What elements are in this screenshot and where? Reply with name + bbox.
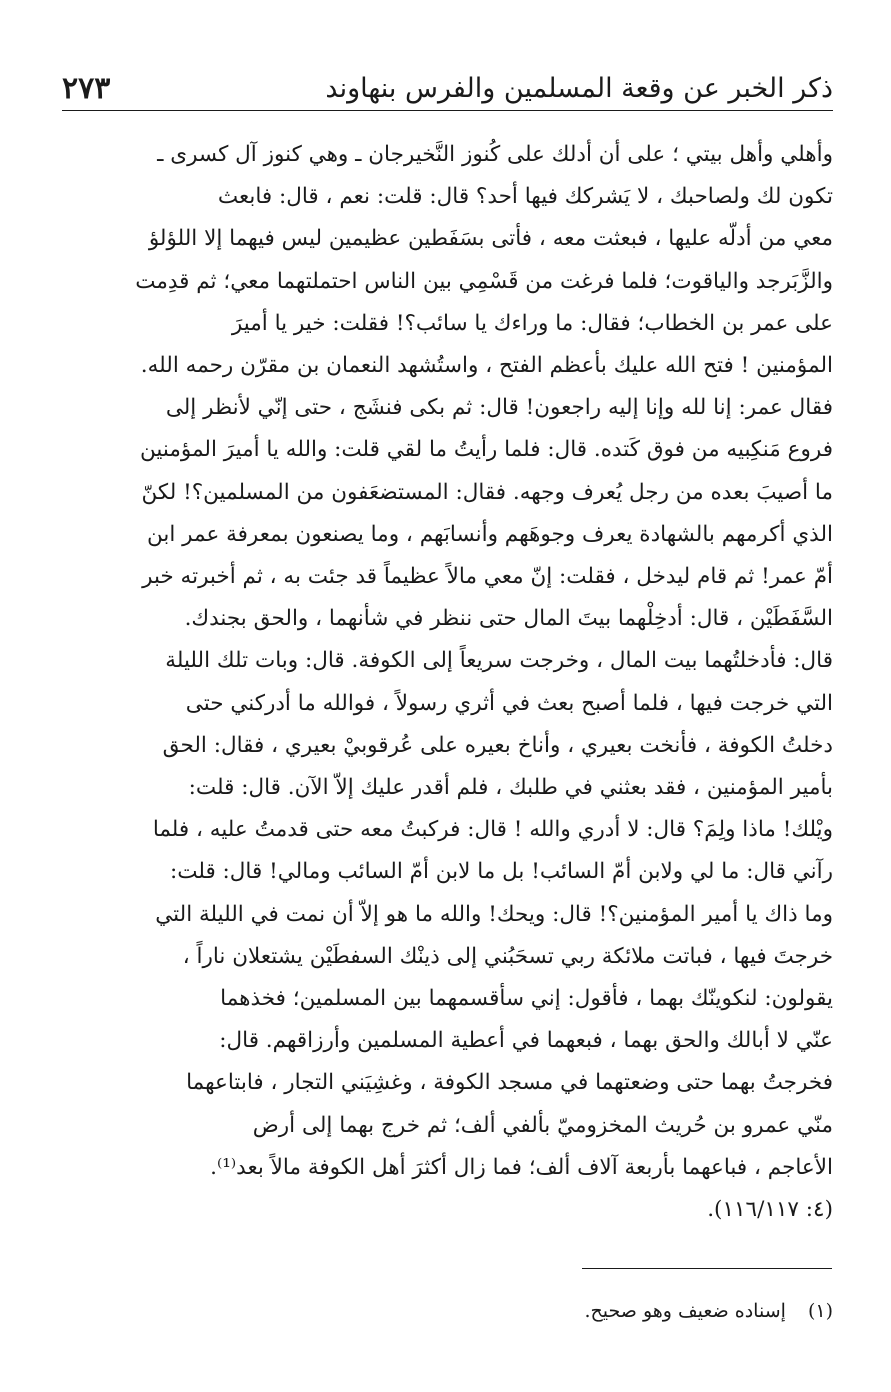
text-line: والزَّبَرجد والياقوت؛ فلما فرغت من قَسْمِي بين الناس احتملتهما معي؛ ثم قدِمت [135, 268, 833, 294]
source-reference: (٤: ١١٦/١١٧). [707, 1197, 833, 1223]
text-line: الذي أكرمهم بالشهادة يعرف وجوهَهم وأنسابَهم ، وما يصنعون بمعرفة عمر ابن [147, 521, 833, 547]
text-line: خرجتَ فيها ، فباتت ملائكة ربي تسحَبُني إلى ذينْك السفطَيْن يشتعلان ناراً ، [182, 943, 833, 969]
text-line: التي خرجت فيها ، فلما أصبح بعث في أثري رسولاً ، فوالله ما أدركني حتى [185, 690, 833, 716]
text-line: يقولون: لنكوينّك بهما ، فأقول: إني سأقسمهما بين المسلمين؛ فخذهما [220, 986, 833, 1012]
text-line: قال: فأدخلتُهما بيت المال ، وخرجت سريعاً إلى الكوفة. قال: وبات تلك الليلة [165, 648, 833, 674]
page-number: ٢٧٣ [62, 70, 111, 106]
text-line: تكون لك ولصاحبك ، لا يَشركك فيها أحد؟ قال: قلت: نعم ، قال: فابعث [217, 184, 833, 210]
text-line: وما ذاك يا أمير المؤمنين؟! قال: ويحك! والله ما هو إلاّ أن نمت في الليلة التي [155, 901, 833, 927]
text-line: رآني قال: ما لي ولابن أمّ السائب! بل ما لابن أمّ السائب ومالي! قال: قلت: [169, 859, 833, 885]
running-title: ذكر الخبر عن وقعة المسلمين والفرس بنهاوند [325, 72, 833, 104]
text-line: بأمير المؤمنين ، فقد بعثني في طلبك ، فلم أقدر عليك إلاّ الآن. قال: قلت: [188, 775, 833, 801]
text-line: السَّفَطَيْن ، قال: أدخِلْهما بيتَ المال حتى ننظر في شأنهما ، والحق بجندك. [184, 606, 833, 632]
footnote-number: (١) [807, 1300, 833, 1322]
text-line: الأعاجم ، فباعهما بأربعة آلاف ألف؛ فما زال أكثرَ أهل الكوفة مالاً بعد⁽¹⁾. [210, 1154, 833, 1180]
text-line: على عمر بن الخطاب؛ فقال: ما وراءك يا سائب؟! فقلت: خير يا أميرَ [231, 310, 833, 336]
text-line: دخلتُ الكوفة ، فأنخت بعيري ، وأناخ بعيره على عُرقوبيْ بعيري ، فقال: الحق [162, 732, 833, 758]
text-line: فروع مَنكِبيه من فوق كَتده. قال: فلما رأيتُ ما لقي قلت: والله يا أميرَ المؤمنين [140, 437, 833, 463]
text-line: أمّ عمر! ثم قام ليدخل ، فقلت: إنّ معي مالاً عظيماً قد جئت به ، ثم أخبرته خبر [142, 564, 833, 590]
text-line: فقال عمر: إنا لله وإنا إليه راجعون! قال: ثم بكى فنشَج ، حتى إنّي لأنظر إلى [165, 395, 833, 421]
text-line: عنّي لا أبالك والحق بهما ، فبعهما في أعطية المسلمين وأرزاقهم. قال: [219, 1028, 833, 1054]
text-line: وأهلي وأهل بيتي ؛ على أن أدلك على كُنوز النَّخيرجان ـ وهي كنوز آل كسرى ـ [157, 142, 833, 167]
body-text [62, 134, 833, 1231]
page-header [62, 66, 833, 111]
text-line: المؤمنين ! فتح الله عليك بأعظم الفتح ، واستُشهد النعمان بن مقرّن رحمه الله. [140, 353, 833, 379]
footnote-divider [582, 1268, 832, 1269]
text-line: ويْلك! ماذا ولِمَ؟ قال: لا أدري والله ! قال: فركبتُ معه حتى قدمتُ عليه ، فلما [152, 817, 833, 843]
footnote-text: إسناده ضعيف وهو صحيح. [584, 1300, 786, 1322]
footnote [62, 1296, 833, 1326]
text-line: ما أصيبَ بعده من رجل يُعرف وجهه. فقال: المستضعَفون من المسلمين؟! لكنّ [141, 479, 833, 505]
text-line: فخرجتُ بهما حتى وضعتهما في مسجد الكوفة ، وغشِيَني التجار ، فابتاعهما [186, 1070, 833, 1096]
text-line: منّي عمرو بن حُريث المخزوميّ بألفي ألف؛ ثم خرج بهما إلى أرض [252, 1112, 833, 1138]
text-line: معي من أدلّه عليها ، فبعثت معه ، فأتى بسَفَطين عظيمين ليس فيهما إلا اللؤلؤ [148, 226, 833, 252]
